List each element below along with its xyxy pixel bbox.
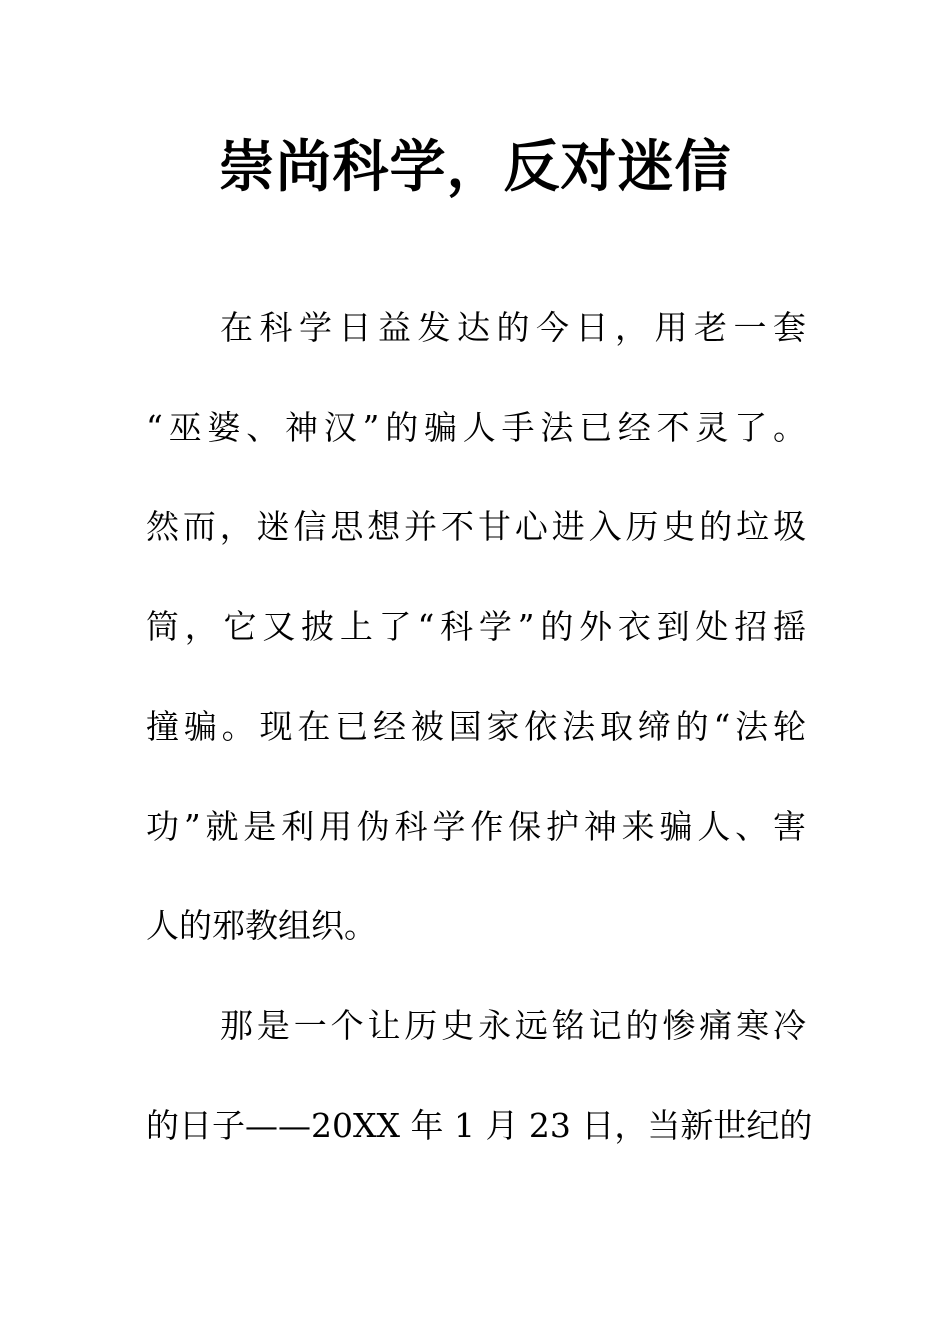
document-title: 崇尚科学，反对迷信 — [218, 135, 732, 200]
paragraph-1-line-3: 然而，迷信思想并不甘心进入历史的垃圾 — [146, 507, 806, 546]
paragraph-2-line-1: 那是一个让历史永远铭记的惨痛寒冷 — [220, 1006, 806, 1045]
paragraph-1-line-1: 在科学日益发达的今日，用老一套 — [220, 308, 806, 347]
paragraph-1-line-6: 功”就是利用伪科学作保护神来骗人、害 — [146, 807, 806, 846]
paragraph-1-line-7: 人的邪教组织。 — [146, 906, 377, 945]
paragraph-1-line-4: 筒，它又披上了“科学”的外衣到处招摇 — [146, 607, 806, 646]
paragraph-1-line-2: “巫婆、神汉”的骗人手法已经不灵了。 — [146, 408, 806, 447]
paragraph-1-line-5: 撞骗。现在已经被国家依法取缔的“法轮 — [146, 707, 806, 746]
paragraph-2-line-2: 的日子——20XX 年 1 月 23 日，当新世纪的 — [146, 1106, 813, 1145]
